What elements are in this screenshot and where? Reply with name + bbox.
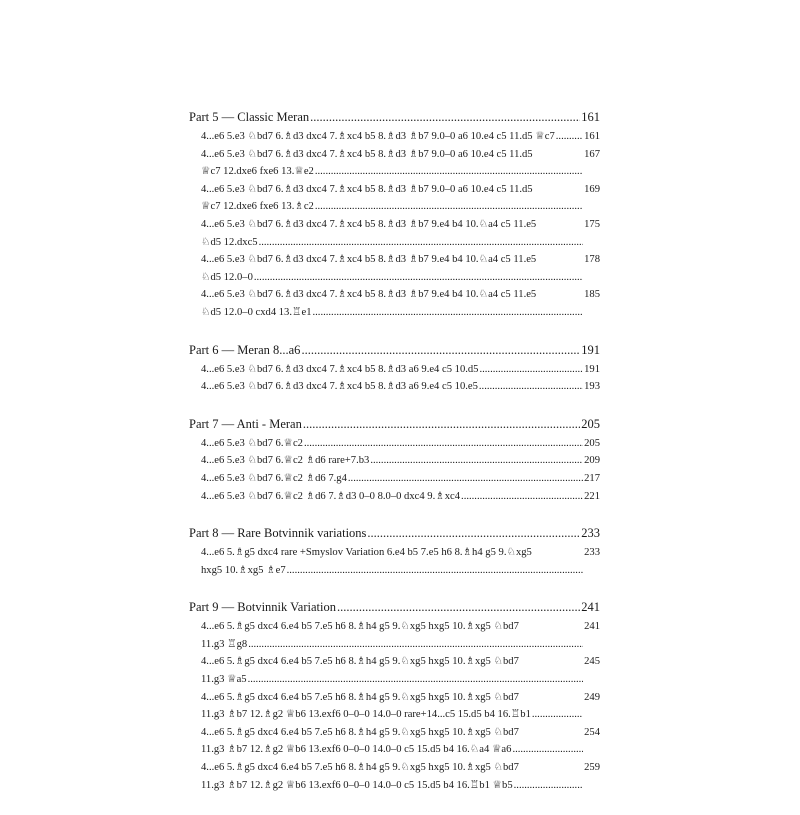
toc-entry[interactable]: [189, 472, 600, 490]
dot-leader: [248, 639, 583, 650]
entry-moves: 4...e6 5.e3 ♘bd7 6.♗d3 dxc4 7.♗xc4 b5 8.♗d3 ♗b7 9.0–0 a6 10.e4 c5 11.d5: [201, 148, 533, 160]
part-7-section: [189, 417, 600, 507]
dot-leader: [479, 381, 583, 392]
page-number: 191: [584, 363, 600, 375]
entry-moves-continued: 11.g3 ♖g8: [201, 638, 248, 650]
page-number: 185: [584, 289, 600, 301]
part-5-section: [189, 110, 600, 324]
entry-moves: 4...e6 5.♗g5 dxc4 6.e4 b5 7.e5 h6 8.♗h4 g5 9.♘xg5 hxg5 10.♗xg5 ♘bd7: [201, 621, 519, 633]
part-title: Part 8 — Rare Botvinnik variations: [189, 526, 367, 541]
entry-moves: 4...e6 5.♗g5 dxc4 6.e4 b5 7.e5 h6 8.♗h4 g5 9.♘xg5 hxg5 10.♗xg5 ♘bd7: [201, 656, 519, 668]
entry-moves-continued: 11.g3 ♗b7 12.♗g2 ♕b6 13.exf6 0–0–0 14.0–0 c5 15.d5 b4 16.♘a4 ♕a6: [201, 744, 512, 756]
dot-leader: [370, 455, 583, 466]
page-number: 209: [584, 455, 600, 467]
page-number: 178: [584, 254, 600, 266]
part-heading[interactable]: [189, 417, 600, 437]
toc-entry[interactable]: [189, 726, 600, 761]
toc-entry[interactable]: [189, 437, 600, 455]
page-number: 205: [584, 437, 600, 449]
page-number: 161: [584, 131, 600, 142]
entry-moves: 4...e6 5.♗g5 dxc4 6.e4 b5 7.e5 h6 8.♗h4 g5 9.♘xg5 hxg5 10.♗xg5 ♘bd7: [201, 691, 519, 703]
part-heading[interactable]: [189, 526, 600, 546]
part-title: Part 9 — Botvinnik Variation: [189, 600, 336, 615]
page-number: 233: [584, 547, 600, 559]
dot-leader: [301, 343, 580, 358]
toc-entry[interactable]: [189, 546, 600, 581]
entry-moves: 4...e6 5.e3 ♘bd7 6.♕c2 ♗d6 7.g4: [201, 472, 347, 484]
entry-moves: 4...e6 5.e3 ♘bd7 6.♕c2 ♗d6 rare+7.b3: [201, 455, 370, 467]
dot-leader: [248, 674, 584, 685]
dot-leader: [259, 237, 584, 248]
entry-moves-continued: ♕c7 12.dxe6 fxe6 13.♗c2: [201, 201, 314, 213]
dot-leader: [556, 131, 583, 142]
entry-moves: 4...e6 5.e3 ♘bd7 6.♗d3 dxc4 7.♗xc4 b5 8.♗d3 a6 9.e4 c5 10.e5: [201, 381, 478, 393]
page-number: 205: [581, 416, 600, 431]
toc-entry[interactable]: [189, 761, 600, 796]
entry-moves: 4...e6 5.e3 ♘bd7 6.♕c2: [201, 437, 303, 449]
entry-moves: 4...e6 5.♗g5 dxc4 6.e4 b5 7.e5 h6 8.♗h4 g5 9.♘xg5 hxg5 10.♗xg5 ♘bd7: [201, 762, 519, 774]
page-number: 245: [584, 656, 600, 668]
dot-leader: [287, 565, 583, 576]
dot-leader: [514, 780, 583, 791]
dot-leader: [337, 600, 580, 615]
entry-moves-continued: 11.g3 ♗b7 12.♗g2 ♕b6 13.exf6 0–0–0 14.0–0 rare+14...c5 15.d5 b4 16.♖b1: [201, 709, 531, 721]
page-number: 259: [584, 762, 600, 774]
entry-moves-continued: ♕c7 12.dxe6 fxe6 13.♕e2: [201, 166, 314, 178]
dot-leader: [532, 709, 583, 720]
page-number: 254: [584, 726, 600, 738]
dot-leader: [303, 417, 580, 432]
part-title: Part 7 — Anti - Meran: [189, 416, 302, 431]
page-number: 161: [581, 110, 600, 124]
entry-moves: 4...e6 5.e3 ♘bd7 6.♗d3 dxc4 7.♗xc4 b5 8.♗d3 ♗b7 9.e4 b4 10.♘a4 c5 11.e5: [201, 218, 537, 230]
page-number: 241: [581, 600, 600, 615]
toc-entry[interactable]: [189, 691, 600, 726]
toc-entry[interactable]: [189, 490, 600, 508]
entry-moves: 4...e6 5.e3 ♘bd7 6.♗d3 dxc4 7.♗xc4 b5 8.♗d3 ♗b7 9.0–0 a6 10.e4 c5 11.d5 ♕c7: [201, 131, 555, 142]
toc-entry[interactable]: [189, 218, 600, 253]
toc-entry[interactable]: [189, 363, 600, 381]
entry-moves: 4...e6 5.♗g5 dxc4 rare +Smyslov Variation 6.e4 b5 7.e5 h6 8.♗h4 g5 9.♘xg5: [201, 547, 532, 559]
part-title: Part 6 — Meran 8...a6: [189, 342, 301, 357]
table-of-contents: [189, 110, 600, 815]
part-heading[interactable]: [189, 110, 600, 130]
dot-leader: [254, 272, 583, 283]
part-9-section: [189, 600, 600, 796]
entry-moves: 4...e6 5.e3 ♘bd7 6.♗d3 dxc4 7.♗xc4 b5 8.♗d3 ♗b7 9.e4 b4 10.♘a4 c5 11.e5: [201, 289, 537, 301]
dot-leader: [315, 201, 583, 212]
dot-leader: [479, 364, 583, 375]
toc-entry[interactable]: [189, 380, 600, 398]
entry-moves-continued: 11.g3 ♗b7 12.♗g2 ♕b6 13.exf6 0–0–0 14.0–0 c5 15.d5 b4 16.♖b1 ♕b5: [201, 779, 513, 791]
entry-moves: 4...e6 5.♗g5 dxc4 6.e4 b5 7.e5 h6 8.♗h4 g5 9.♘xg5 hxg5 10.♗xg5 ♘bd7: [201, 726, 519, 738]
page-number: 241: [584, 621, 600, 633]
entry-moves-continued: hxg5 10.♗xg5 ♗e7: [201, 564, 286, 576]
entry-moves: 4...e6 5.e3 ♘bd7 6.♗d3 dxc4 7.♗xc4 b5 8.♗d3 a6 9.e4 c5 10.d5: [201, 363, 479, 375]
page-number: 193: [584, 381, 600, 393]
entry-moves-continued: ♘d5 12.0–0: [201, 271, 253, 283]
toc-entry[interactable]: [189, 253, 600, 288]
toc-entry[interactable]: [189, 148, 600, 183]
part-heading[interactable]: [189, 343, 600, 363]
dot-leader: [512, 744, 583, 755]
entry-moves-continued: ♘d5 12.dxc5: [201, 236, 258, 248]
toc-entry[interactable]: [189, 130, 600, 148]
entry-moves: 4...e6 5.e3 ♘bd7 6.♗d3 dxc4 7.♗xc4 b5 8.♗d3 ♗b7 9.e4 b4 10.♘a4 c5 11.e5: [201, 254, 537, 266]
toc-entry[interactable]: [189, 183, 600, 218]
page-number: 169: [584, 183, 600, 195]
toc-entry[interactable]: [189, 454, 600, 472]
entry-moves-continued: ♘d5 12.0–0 cxd4 13.♖e1: [201, 306, 312, 318]
dot-leader: [310, 110, 580, 125]
page-number: 217: [584, 472, 600, 484]
toc-entry[interactable]: [189, 620, 600, 655]
entry-moves: 4...e6 5.e3 ♘bd7 6.♗d3 dxc4 7.♗xc4 b5 8.♗d3 ♗b7 9.0–0 a6 10.e4 c5 11.d5: [201, 183, 533, 195]
part-6-section: [189, 343, 600, 398]
page-number: 191: [581, 342, 600, 357]
dot-leader: [461, 491, 583, 502]
page-number: 167: [584, 148, 600, 160]
dot-leader: [313, 307, 584, 318]
entry-moves: 4...e6 5.e3 ♘bd7 6.♕c2 ♗d6 7.♗d3 0–0 8.0–0 dxc4 9.♗xc4: [201, 490, 461, 502]
dot-leader: [348, 473, 583, 484]
part-title: Part 5 — Classic Meran: [189, 110, 310, 124]
dot-leader: [315, 166, 583, 177]
entry-moves-continued: 11.g3 ♕a5: [201, 674, 247, 686]
dot-leader: [367, 526, 580, 541]
page-number: 233: [581, 526, 600, 541]
page-number: 221: [584, 490, 600, 502]
dot-leader: [304, 438, 583, 449]
part-heading[interactable]: [189, 600, 600, 620]
toc-entry[interactable]: [189, 655, 600, 690]
page-number: 249: [584, 691, 600, 703]
toc-entry[interactable]: [189, 288, 600, 323]
page-number: 175: [584, 218, 600, 230]
part-8-section: [189, 526, 600, 581]
